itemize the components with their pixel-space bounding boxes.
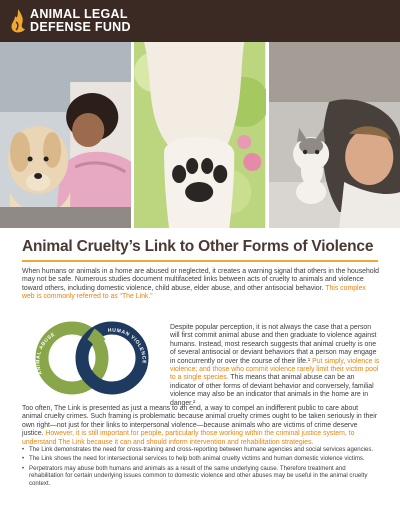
photo-man-with-kitten — [269, 42, 400, 228]
framing-paragraph — [22, 405, 380, 447]
list-item: • Perpetrators may abuse both humans and animals as a result of the same underlying cause. Therefore treatment and rehabilitation for certain underlying issues common to domestic violence and other abuses may be useful in the animal cruelty context. — [22, 465, 380, 487]
bullet-list — [22, 446, 380, 489]
side-highlight: Put simply, violence is violence; and those who commit violence rarely limit their victim pool to a single species. — [170, 357, 380, 382]
header-bar — [0, 0, 400, 42]
link-rings-graphic — [22, 318, 162, 398]
side-text-b: This means that animal abuse can be an indicator of other forms of deviant behavior and conversely, familial violence may also be an indicator that animals in the home are in danger.² — [170, 374, 374, 407]
list-item: • The Link shows the need for intersectional services to help both animal cruelty victims and human domestic violence victims. — [22, 455, 380, 462]
intro-highlight: This complex web is commonly referred to as “The Link.” — [22, 284, 366, 301]
ring-label-animal-abuse: ANIMAL ABUSE — [35, 331, 57, 376]
list-item: • The Link demonstrates the need for cross-training and cross-reporting between humane agencies and social services agencies. — [22, 446, 380, 453]
photo-girl-with-dog — [0, 42, 131, 228]
side-paragraph — [170, 324, 382, 408]
photo-dog-paw — [134, 42, 265, 228]
org-name-line2: DEFENSE FUND — [30, 20, 131, 34]
framing-highlight: However, it is still important for people, particularly those working within the criminal justice system, to understand The Link because it can and should inform intervention and rehabilitation strategies. — [22, 430, 355, 446]
framing-text: Too often, The Link is presented as just a means to an end, a way to compel an indifferent public to care about animal cruelty crimes. Such framing is problematic because animal cruelty crimes ought to be taken seriously in their own right—not just for their links to interpersonal violence—because animals who are victims of crime deserve justice. — [22, 405, 378, 438]
page-title: Animal Cruelty’s Link to Other Forms of Violence — [22, 238, 374, 255]
intro-paragraph — [22, 268, 380, 302]
intro-text: When humans or animals in a home are abused or neglected, it creates a warning signal that others in the household may not be safe. Numerous studies document multifaceted links between acts of cruelty to animals and violence toward others, including domestic violence, child abuse, elder abuse, and other antisocial behavior. — [22, 268, 379, 292]
logo-flame-icon — [10, 8, 26, 34]
org-name — [30, 8, 131, 34]
side-text-a: Despite popular perception, it is not always the case that a person will first commit animal abuse and then graduate to violence against humans. Instead, most research suggests that animal cruelty is one of several antisocial or deviant behaviors that a person may engage in concurrently or over the course of their life.¹ — [170, 324, 377, 365]
org-name-line1: ANIMAL LEGAL — [30, 7, 128, 21]
photo-strip — [0, 42, 400, 228]
title-underline — [22, 260, 378, 262]
ring-label-human-violence: HUMAN VIOLENCE — [107, 327, 147, 365]
